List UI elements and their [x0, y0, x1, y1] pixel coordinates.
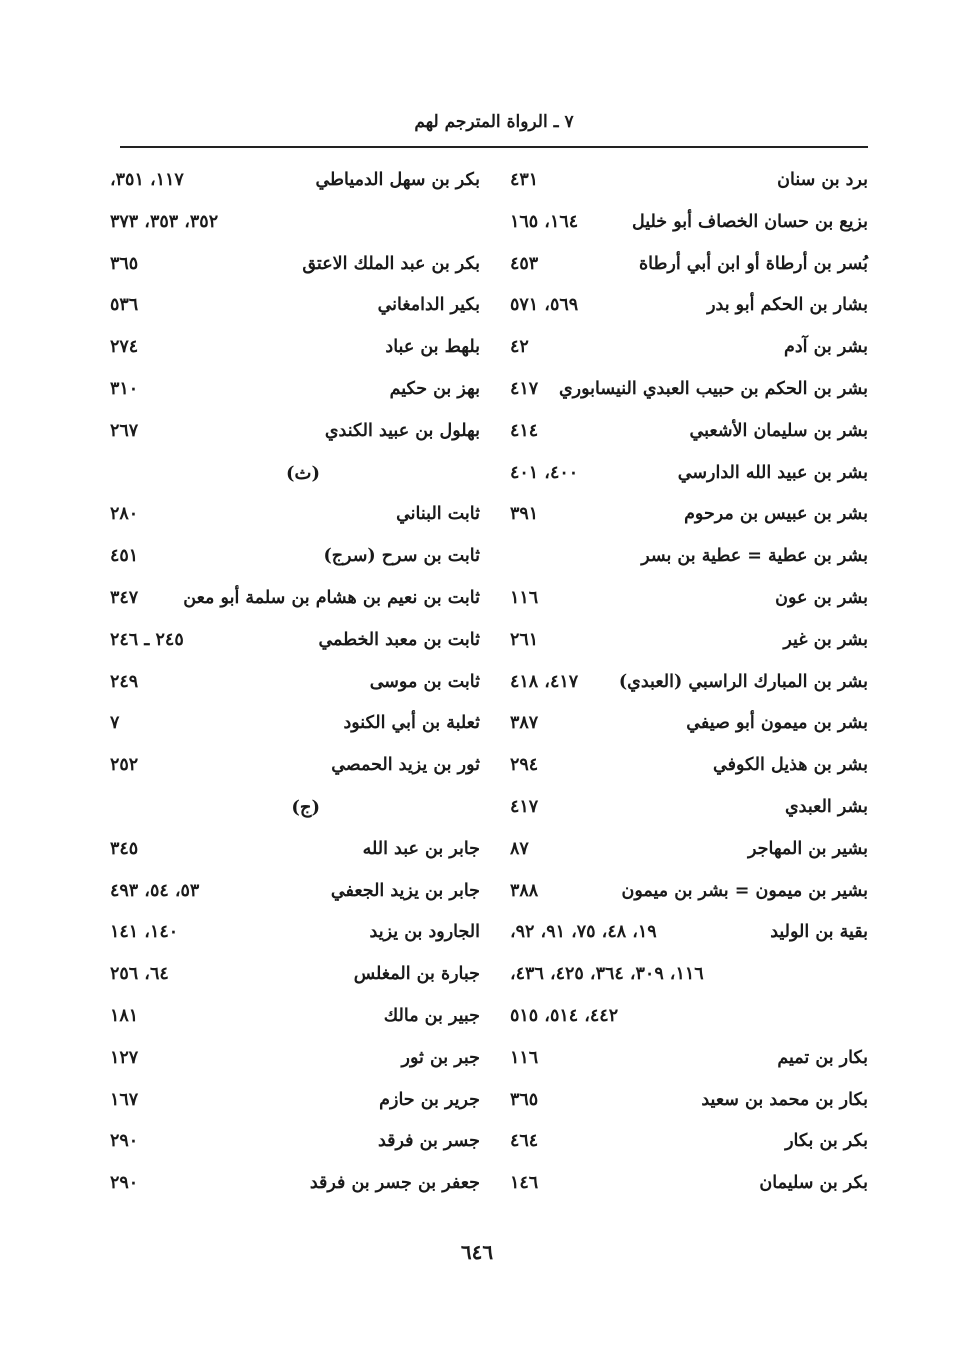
page-references: ٣٩١ [510, 504, 539, 525]
index-entry [110, 331, 480, 373]
narrator-name: بكير الدامغاني [377, 295, 480, 316]
page-references: ٢٤٩ [110, 671, 139, 692]
page-references: ٤١٧ [510, 796, 539, 817]
index-entry [110, 666, 480, 708]
index-entry [110, 1000, 480, 1042]
running-header: ٧ ـ الرواة المترجم لهم [414, 112, 574, 132]
narrator-name: ثور بن يزيد الحمصي [331, 755, 480, 776]
narrator-name: بشر بن عون [775, 587, 868, 608]
index-entry [498, 1167, 868, 1209]
page-number: ٦٤٦ [460, 1240, 494, 1264]
narrator-name: بهز بن حكيم [389, 378, 480, 399]
narrator-name: ثابت البناني [396, 504, 480, 525]
page-references: ١٢٧ [110, 1047, 139, 1068]
narrator-name: جعفر بن جسر بن فرقد [309, 1173, 480, 1194]
index-entry [498, 248, 868, 290]
narrator-name: بلهط بن عباد [385, 337, 480, 358]
narrator-name: جبير بن مالك [383, 1005, 480, 1026]
page-references: ٢٩٠ [110, 1131, 139, 1152]
page-references: ٤٥٣ [510, 253, 539, 274]
page-references: ٢٤٥ ـ ٢٤٦ [110, 629, 184, 650]
narrator-name: بشير بن المهاجر [748, 838, 868, 859]
narrator-name: بُسر بن أرطاة أو ابن أبي أرطاة [638, 253, 868, 274]
narrator-name: جابر بن يزيد الجعفي [330, 880, 480, 901]
index-entry [110, 1084, 480, 1126]
narrator-name: بشر بن ميمون أبو صيفي [686, 713, 868, 734]
section-letter-row [110, 791, 480, 833]
narrator-name: جسر بن فرقد [377, 1131, 480, 1152]
narrator-name: بكار بن تميم [777, 1047, 868, 1068]
index-entry [498, 791, 868, 833]
narrator-name: بزيع بن حسان الخصاف أبو خليل [631, 211, 868, 232]
index-entry [110, 164, 480, 206]
page-references: ٤٣١ [510, 170, 539, 190]
page-references: ٤٤٢، ٥١٤، ٥١٥ [510, 1005, 619, 1026]
section-letter: (ث) [286, 462, 320, 484]
page-references: ٢٩٤ [510, 755, 539, 776]
index-entry [110, 248, 480, 290]
index-entry [498, 373, 868, 415]
index-entry [110, 373, 480, 415]
narrator-name: بشر بن هذيل الكوفي [713, 755, 868, 776]
page-references: ٥٦٩، ٥٧١ [510, 295, 579, 316]
page-references: ١٦٤، ١٦٥ [510, 211, 579, 232]
page-references: ٨٧ [510, 838, 529, 859]
page-references: ٣٨٧ [510, 713, 539, 734]
page-references: ٥٣، ٥٤، ٤٩٣ [110, 880, 200, 901]
narrator-name: بكار بن محمد بن سعيد [701, 1089, 868, 1110]
page-references: ٣٤٧ [110, 587, 139, 608]
index-entry [498, 457, 868, 499]
page-references: ٤٢ [510, 337, 529, 358]
page-references: ٣٨٨ [510, 880, 539, 901]
index-entry [498, 415, 868, 457]
page-references: ٤٦٤ [510, 1131, 539, 1152]
page-references: ١٤٠، ١٤١ [110, 922, 179, 943]
index-entry [110, 833, 480, 875]
narrator-name: بشر بن المبارك الراسبي (العبدي) [618, 671, 868, 692]
section-letter: (ج) [291, 796, 320, 818]
index-entry [498, 707, 868, 749]
page-references: ٢٨٠ [110, 504, 139, 525]
page-references: ٣٦٥ [110, 253, 139, 274]
narrator-name: بكر بن سليمان [759, 1173, 868, 1194]
index-column-right [498, 164, 868, 1209]
page-references: ١١٧، ٣٥١، [110, 170, 184, 190]
page-references: ٥٣٦ [110, 295, 139, 316]
index-column-left [110, 164, 480, 1209]
page-references: ٢٦٧ [110, 420, 139, 441]
index-entry [498, 206, 868, 248]
header-rule [120, 146, 868, 148]
page-references: ٤٥١ [110, 546, 139, 567]
index-entry [110, 206, 480, 248]
page-references: ٣١٠ [110, 378, 139, 399]
narrator-name: بكر بن سهل الدمياطي [315, 170, 480, 190]
page-references: ٣٦٥ [510, 1089, 539, 1110]
page-references: ٣٤٥ [110, 838, 139, 859]
narrator-name: ثابت بن نعيم بن هشام بن سلمة أبو معن [183, 587, 480, 608]
index-entry [498, 958, 868, 1000]
index-entry [110, 958, 480, 1000]
index-entry [498, 749, 868, 791]
narrator-name: جبارة بن المغلس [353, 964, 480, 985]
narrator-name: بشر بن عبيد الله الدارسي [677, 462, 868, 483]
index-entry [498, 498, 868, 540]
narrator-name: ثابت بن سرح (سرج) [323, 546, 480, 567]
index-entry [110, 582, 480, 624]
index-entry [498, 1084, 868, 1126]
index-entry [498, 164, 868, 206]
narrator-name: بكر بن عبد الملك الاعتق [302, 253, 480, 274]
narrator-name: الجارود بن يزيد [369, 922, 480, 943]
page-references: ٤١٧ [510, 378, 539, 399]
narrator-name: بشر العبدي [784, 796, 868, 817]
index-entry [110, 916, 480, 958]
page-references: ١١٦، ٣٠٩، ٣٦٤، ٤٢٥، ٤٣٦، [510, 964, 704, 985]
index-entry [110, 540, 480, 582]
index-entry [498, 540, 868, 582]
index-entry [498, 289, 868, 331]
page-references: ٢٥٢ [110, 755, 139, 776]
narrator-name: ثابت بن موسى [369, 671, 480, 692]
page-references: ٧ [110, 713, 120, 734]
page-references: ١٩، ٤٨، ٧٥، ٩١، ٩٢، [510, 922, 657, 943]
index-entry [498, 331, 868, 373]
narrator-name: بهلول بن عبيد الكندي [324, 420, 480, 441]
narrator-name: برد بن سنان [777, 170, 868, 190]
index-entry [498, 875, 868, 917]
index-entry [498, 833, 868, 875]
index-entry [498, 1042, 868, 1084]
narrator-name: ثابت بن معبد الخطمي [318, 629, 480, 650]
index-entry [498, 624, 868, 666]
index-entry [498, 666, 868, 708]
narrator-name: بشير بن ميمون = بشر بن ميمون [621, 880, 868, 901]
index-entry [110, 707, 480, 749]
page-references: ٤١٤ [510, 420, 539, 441]
narrator-name: بشر بن سليمان الأشعبي [689, 420, 868, 441]
index-entry [110, 624, 480, 666]
page-references: ٢٩٠ [110, 1173, 139, 1194]
index-entry [498, 1000, 868, 1042]
page-references: ٤٠٠، ٤٠١ [510, 462, 579, 483]
narrator-name: بشار بن الحكم أبو بدر [707, 295, 868, 316]
narrator-name: جرير بن حازم [379, 1089, 480, 1110]
page-references: ١٤٦ [510, 1173, 539, 1194]
index-entry [110, 415, 480, 457]
page-references: ٢٧٤ [110, 337, 139, 358]
index-entry [110, 1125, 480, 1167]
page-references: ١١٦ [510, 587, 539, 608]
narrator-name: بشر بن عبيس بن مرحوم [684, 504, 868, 525]
index-entry [498, 582, 868, 624]
index-entry [110, 875, 480, 917]
page-references: ١٦٧ [110, 1089, 139, 1110]
narrator-name: بشر بن آدم [783, 337, 868, 358]
narrator-name: بشر بن عطية = عطية بن بسر [641, 546, 868, 567]
narrator-name: بقية بن الوليد [770, 922, 868, 943]
index-entry [110, 1167, 480, 1209]
narrator-name: بشر بن غير [783, 629, 868, 650]
section-letter-row [110, 457, 480, 499]
narrator-name: ثعلبة بن أبي الكنود [343, 713, 480, 734]
page-references: ١٨١ [110, 1005, 139, 1026]
page-references: ٦٤، ٢٥٦ [110, 964, 169, 985]
narrator-name: بكر بن بكار [785, 1131, 868, 1152]
index-entry [110, 289, 480, 331]
index-entry [110, 498, 480, 540]
page-references: ٢٦١ [510, 629, 539, 650]
narrator-name: جبر بن ثور [401, 1047, 480, 1068]
index-entry [110, 749, 480, 791]
narrator-name: بشر بن الحكم بن حبيب العبدي النيسابوري [558, 378, 868, 399]
index-entry [110, 1042, 480, 1084]
page-references: ٤١٧، ٤١٨ [510, 671, 579, 692]
index-entry [498, 916, 868, 958]
page-references: ١١٦ [510, 1047, 539, 1068]
page-references: ٣٥٢، ٣٥٣، ٣٧٣ [110, 211, 219, 232]
index-entry [498, 1125, 868, 1167]
narrator-name: جابر بن عبد الله [362, 838, 480, 859]
